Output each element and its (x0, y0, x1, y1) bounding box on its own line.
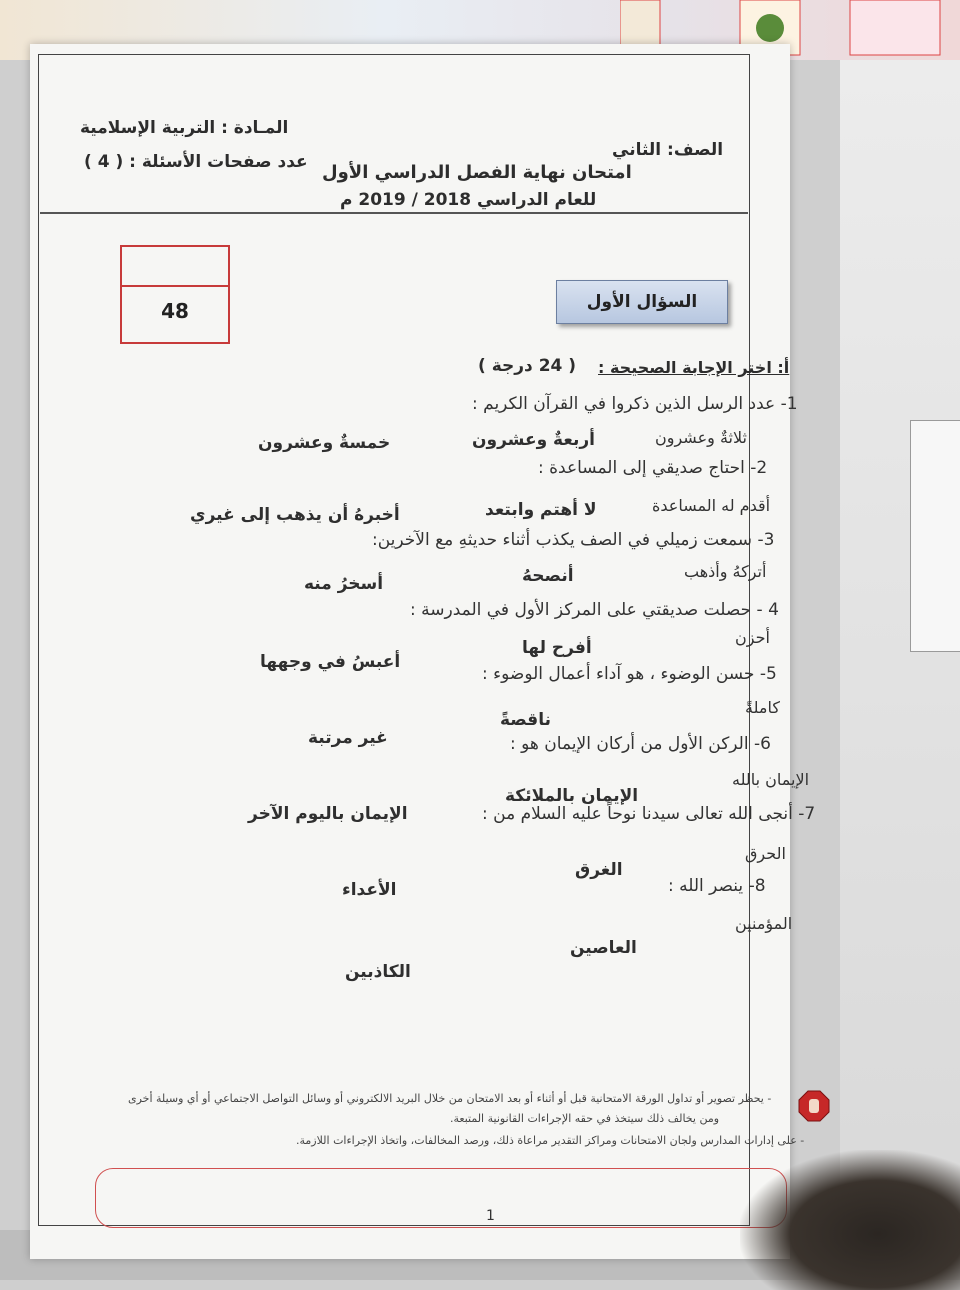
option: الإيمان بالملائكة (505, 786, 639, 806)
page-frame (38, 54, 750, 1226)
academic-year: للعام الدراسي 2018 / 2019 م (340, 190, 597, 210)
option: أعبسُ في وجهها (260, 652, 401, 672)
header-divider (40, 212, 748, 214)
option: الإيمان بالله (732, 770, 810, 789)
option: ثلاثةٌ وعشرون (655, 428, 747, 447)
option: أفرح لها (522, 638, 592, 658)
question-stem: 5- حسن الوضوء ، هو آداء أعمال الوضوء : (482, 664, 777, 684)
side-sheet (910, 420, 960, 652)
score-value: 48 (161, 299, 189, 323)
option: الإيمان باليوم الآخر (248, 804, 408, 824)
option: خمسةٌ وعشرون (258, 433, 391, 453)
question-stem: 6- الركن الأول من أركان الإيمان هو : (510, 734, 771, 754)
notice-line-2: ومن يخالف ذلك سيتخذ في حقه الإجراءات القانونية المتبعة. (450, 1112, 720, 1125)
option: العاصين (570, 938, 637, 958)
option: لا أهتم وابتعد (485, 500, 597, 520)
question-stem: 8- ينصر الله : (668, 876, 766, 896)
subject-label: المـادة : التربية الإسلامية (80, 118, 289, 138)
option: الأعداء (342, 880, 397, 900)
option: كاملةً (745, 698, 780, 717)
background-right (840, 60, 960, 1280)
question-stem: 3- سمعت زميلي في الصف يكذب أثناء حديثهِ مع الآخرين: (372, 530, 775, 550)
option: الغرق (575, 860, 623, 880)
notice-line-1: - يحظر تصوير أو تداول الورقة الامتحانية قبل أو أثناء أو بعد الامتحان من خلال البريد الالكتروني أو وسائل التواصل الاجتماعي أو أي وسيلة أخرى (128, 1092, 772, 1105)
option: أقدم له المساعدة (652, 496, 771, 515)
question-stem: 7- أنجى الله تعالى سيدنا نوحاً عليه السلام من : (482, 804, 816, 824)
question-stem: 2- احتاج صديقي إلى المساعدة : (538, 458, 768, 478)
hair-overlay (740, 1150, 960, 1290)
score-box (120, 245, 230, 344)
option: أحزن (735, 628, 770, 647)
marks-label: ( 24 درجة ) (478, 356, 577, 376)
option: أخبرهُ أن يذهب إلى غيري (190, 505, 400, 525)
option: أنصحهُ (522, 566, 574, 586)
exam-title: امتحان نهاية الفصل الدراسي الأول (322, 162, 632, 183)
question-stem: 1- عدد الرسل الذين ذكروا في القرآن الكريم : (472, 394, 798, 414)
page-number: 1 (486, 1208, 495, 1224)
grade-label: الصف: الثاني (612, 140, 724, 160)
stop-hand-icon (798, 1090, 830, 1122)
option: أربعةٌ وعشرون (472, 430, 595, 450)
score-divider (122, 285, 228, 287)
option: أسخرُ منه (304, 574, 384, 594)
option: المؤمنين (735, 914, 793, 933)
pages-count-label: عدد صفحات الأسئلة : ( 4 ) (84, 152, 308, 172)
option: الكاذبين (345, 962, 411, 982)
question-stem: 4 - حصلت صديقتي على المركز الأول في المدرسة : (410, 600, 779, 620)
option: الحرق (745, 844, 786, 863)
option: أتركهُ وأذهب (684, 562, 767, 581)
question-one-title: السؤال الأول (556, 280, 728, 324)
notice-box (95, 1168, 787, 1228)
option: غير مرتبة (308, 728, 388, 748)
instruction-label: أ: اختر الإجابة الصحيحة : (598, 358, 790, 377)
option: ناقصةً (500, 710, 551, 730)
notice-line-3: - على إدارات المدارس ولجان الامتحانات ومراكز التقدير مراعاة ذلك، ورصد المخالفات، واتخاذ الإجراءات اللازمة. (296, 1134, 805, 1147)
